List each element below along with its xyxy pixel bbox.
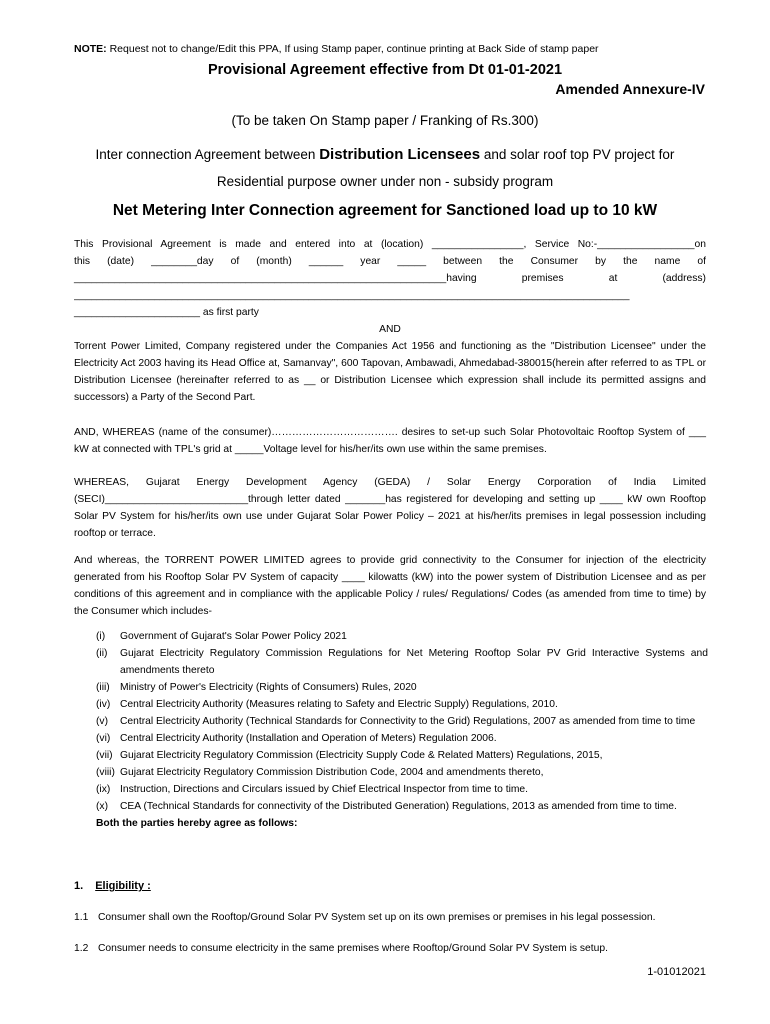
list-text: Central Electricity Authority (Technical Standards for Connectivity to the Grid) Regulations, 2007 as amended from time to time — [120, 716, 696, 727]
clause-number: 1.1 — [74, 912, 89, 923]
list-num: (ii) — [96, 648, 108, 659]
list-text: Gujarat Electricity Regulatory Commission Distribution Code, 2004 and amendments thereto, — [120, 767, 544, 778]
page-footer-code: 1-01012021 — [647, 966, 706, 978]
list-text: Instruction, Directions and Circulars issued by Chief Electrical Inspector from time to time. — [120, 784, 529, 795]
note-text: Request not to change/Edit this PPA, If using Stamp paper, continue printing at Back Side of stamp paper — [109, 43, 599, 55]
list-item — [96, 730, 708, 747]
list-item — [96, 781, 708, 798]
list-item — [96, 747, 708, 764]
interconnection-post: and solar roof top PV project for — [480, 147, 675, 162]
list-item — [96, 628, 708, 645]
list-num: (v) — [96, 716, 109, 727]
intro-block — [74, 236, 706, 406]
section-heading — [74, 880, 151, 892]
list-num: (vi) — [96, 733, 111, 744]
main-heading: Net Metering Inter Connection agreement for Sanctioned load up to 10 kW — [112, 202, 658, 219]
list-num: (viii) — [96, 767, 115, 778]
note — [74, 43, 599, 55]
tpl-paragraph: Torrent Power Limited, Company registered under the Companies Act 1956 and functioning as the "Distribution Licensee" under the Electricity Act 2003 having its Head Office at, Samanvay", 600 Tapovan, Ambawadi, Ahmedabad-380015(herein after referred to as TPL or Distribution Licensee (hereinafter referred to as __ or Distribution Licensee which expression shall include its permitted assigns and successors) a Party of the Second Part. — [74, 341, 706, 403]
list-num: (iii) — [96, 682, 110, 693]
list-num: (ix) — [96, 784, 111, 795]
interconnection-bold: Distribution Licensees — [319, 146, 481, 163]
list-text: CEA (Technical Standards for connectivity of the Distributed Generation) Regulations, 2013 as amended from time to time. — [120, 801, 677, 812]
list-item — [96, 713, 708, 730]
intro-line-3: _________________________________________________________________having premises at (address) — [74, 273, 706, 284]
list-item — [96, 679, 708, 696]
and-separator: AND — [379, 324, 401, 335]
list-item — [96, 696, 708, 713]
intro-line-1: This Provisional Agreement is made and entered into at (location) ________________, Service No:-_________________on — [74, 239, 706, 250]
interconnection-line — [0, 146, 770, 163]
section-number: 1. — [74, 880, 84, 892]
list-text: Central Electricity Authority (Measures relating to Safety and Electric Supply) Regulations, 2010. — [120, 699, 558, 710]
clause-1-2 — [74, 941, 708, 957]
list-item — [96, 798, 708, 815]
clause-number: 1.2 — [74, 943, 89, 954]
agreement-title: Provisional Agreement effective from Dt 01-01-2021 — [207, 62, 563, 78]
agree-statement: Both the parties hereby agree as follows: — [96, 818, 298, 829]
intro-line-5: ______________________ as first party — [74, 307, 259, 318]
intro-line-2: this (date) ________day of (month) ______ year _____ between the Consumer by the name of — [74, 256, 706, 267]
clause-text: Consumer shall own the Rooftop/Ground Solar PV System set up on its own premises or premises in his legal possession. — [98, 912, 656, 923]
list-num: (i) — [96, 631, 106, 642]
interconnection-line-2: Residential purpose owner under non - subsidy program — [216, 174, 554, 189]
list-text: Central Electricity Authority (Installation and Operation of Meters) Regulation 2006. — [120, 733, 497, 744]
clause-1-1 — [74, 910, 708, 926]
list-text: Gujarat Electricity Regulatory Commission Regulations for Net Metering Rooftop Solar PV Grid Interactive Systems and amendments thereto — [120, 648, 708, 676]
annexure-title: Amended Annexure-IV — [555, 81, 705, 97]
note-label: NOTE: — [74, 43, 107, 55]
regulations-list — [96, 628, 708, 832]
list-text: Ministry of Power's Electricity (Rights of Consumers) Rules, 2020 — [120, 682, 417, 693]
list-text: Gujarat Electricity Regulatory Commission (Electricity Supply Code & Related Matters) Regulations, 2015, — [120, 750, 603, 761]
clause-text: Consumer needs to consume electricity in the same premises where Rooftop/Ground Solar PV System is setup. — [98, 943, 608, 954]
list-num: (vii) — [96, 750, 113, 761]
list-num: (iv) — [96, 699, 111, 710]
list-item — [96, 764, 708, 781]
stamp-instruction: (To be taken On Stamp paper / Franking of Rs.300) — [231, 113, 539, 128]
intro-line-4: _________________________________________________________________________________________________ — [74, 290, 630, 301]
whereas-consumer: AND, WHEREAS (name of the consumer)………………………………. desires to set-up such Solar Photovoltaic Rooftop System of ___ kW at connected with TPL's grid at _____Voltage level for his/her/its own use within the same premises. — [74, 427, 706, 455]
list-item — [96, 645, 708, 679]
whereas-torrent: And whereas, the TORRENT POWER LIMITED agrees to provide grid connectivity to the Consumer for injection of the electricity generated from his Rooftop Solar PV System of capacity ____ kilowatts (kW) into the power system of Distribution Licensee and as per conditions of this agreement and in compliance with the applicable Policy / rules/ Regulations/ Codes (as amended from time to time) by the Consumer which includes- — [74, 555, 706, 617]
list-text: Government of Gujarat's Solar Power Policy 2021 — [120, 631, 347, 642]
interconnection-pre: Inter connection Agreement between — [95, 147, 320, 162]
section-label: Eligibility : — [95, 880, 151, 892]
whereas-geda: WHEREAS, Gujarat Energy Development Agency (GEDA) / Solar Energy Corporation of India Limited (SECI)_________________________through letter dated _______has registered for developing and setting up ____ kW own Rooftop Solar PV System for his/her/its own use under Gujarat Solar Power Policy – 2021 at his/her/its premises in legal possession including rooftop or terrace. — [74, 477, 706, 539]
list-num: (x) — [96, 801, 109, 812]
